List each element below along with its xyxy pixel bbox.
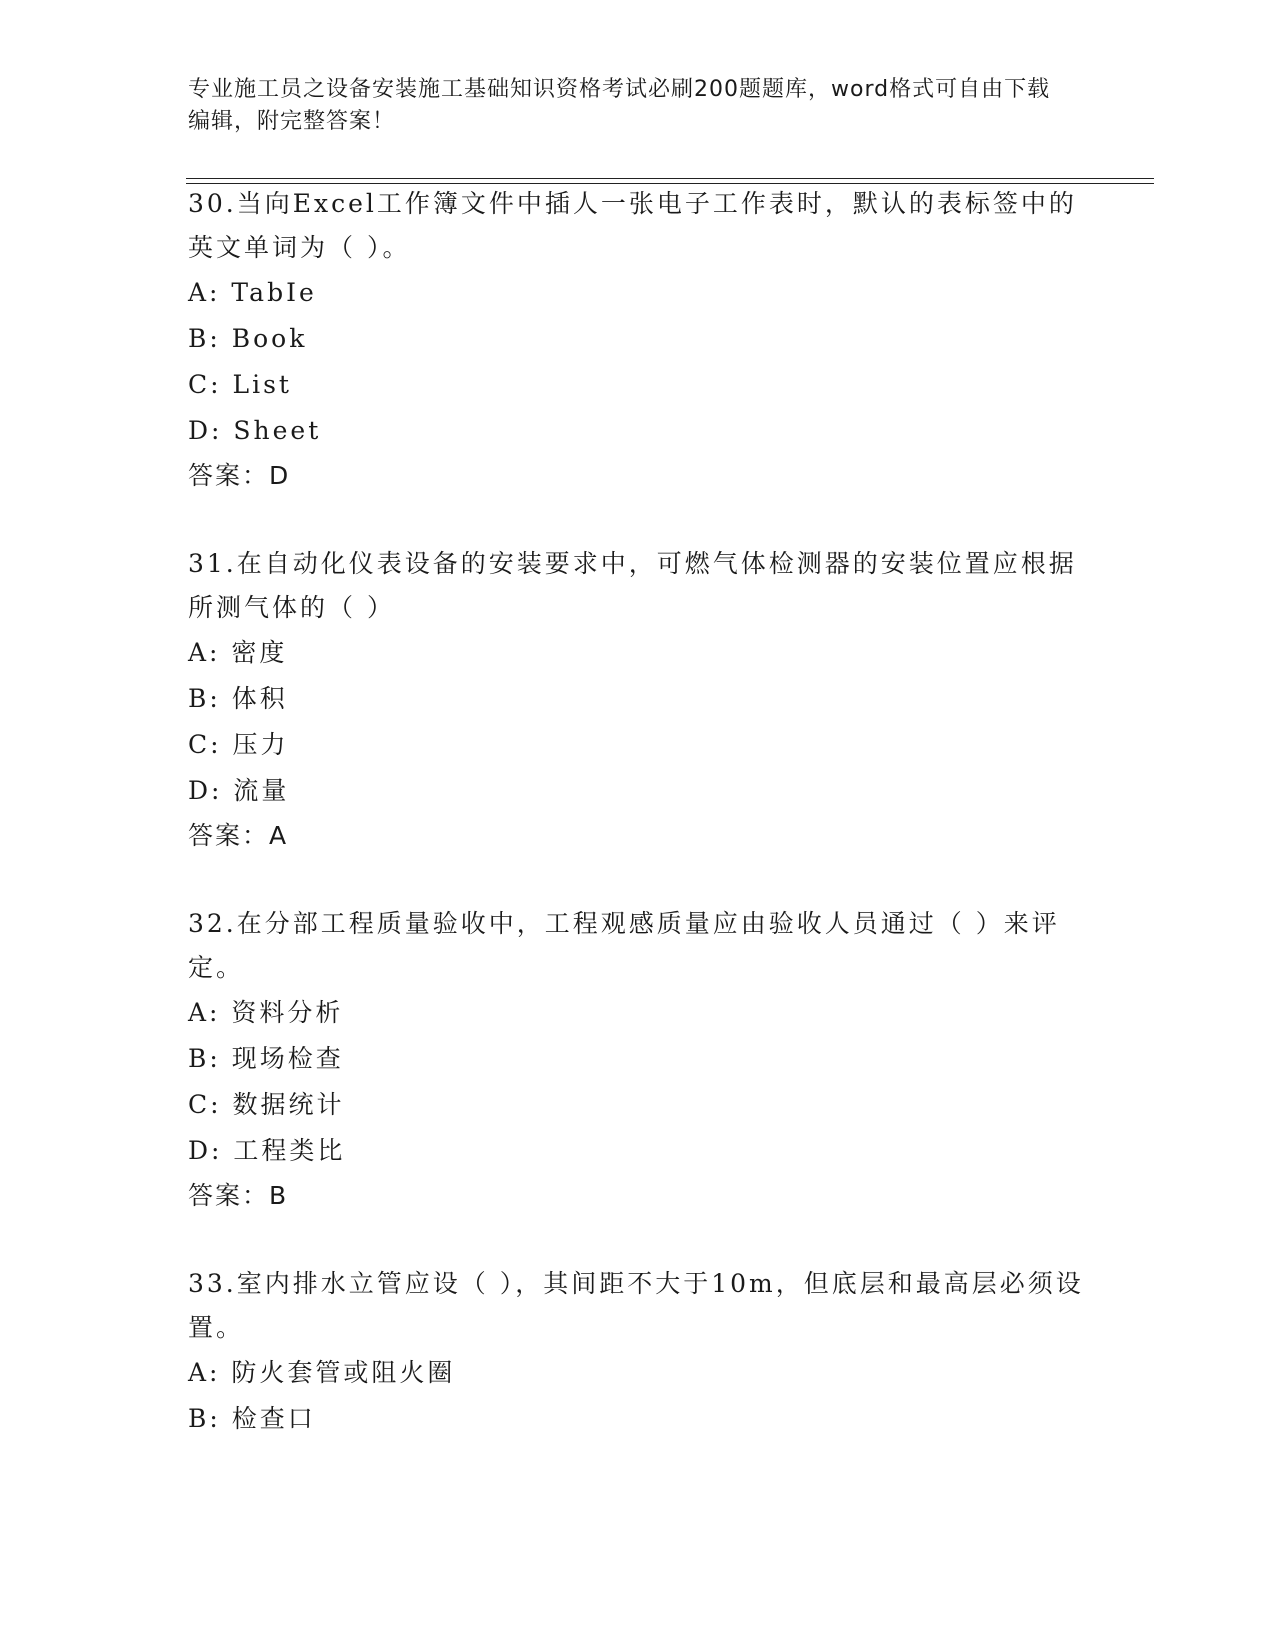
option-b: B: 体积 — [188, 684, 288, 713]
option-d: D: Sheet — [188, 416, 322, 445]
option-b: B: 现场检查 — [188, 1044, 344, 1073]
option-c: C: List — [188, 370, 292, 399]
answer-line — [188, 1174, 1088, 1218]
option-b: B: 检查口 — [188, 1404, 316, 1433]
answer-value: A — [269, 821, 289, 850]
question-text: 32.在分部工程质量验收中，工程观感质量应由验收人员通过（ ）来评定。 — [188, 909, 1060, 982]
answer-label: 答案： — [188, 461, 270, 490]
question-30 — [188, 182, 1088, 498]
question-33 — [188, 1262, 1088, 1442]
header-divider-top — [186, 178, 1154, 179]
option-b: B: Book — [188, 324, 308, 353]
option-a: A: 防火套管或阻火圈 — [188, 1358, 456, 1387]
question-32 — [188, 902, 1088, 1218]
question-text: 33.室内排水立管应设（ ），其间距不大于10m，但底层和最高层必须设置。 — [188, 1269, 1084, 1342]
answer-value: B — [269, 1181, 289, 1210]
question-text: 31.在自动化仪表设备的安装要求中，可燃气体检测器的安装位置应根据所测气体的（ ） — [188, 549, 1077, 622]
answer-line — [188, 454, 1088, 498]
option-c: C: 数据统计 — [188, 1090, 345, 1119]
option-c: C: 压力 — [188, 730, 289, 759]
option-d: D: 工程类比 — [188, 1136, 346, 1165]
option-a: A: 资料分析 — [188, 998, 344, 1027]
option-d: D: 流量 — [188, 776, 290, 805]
question-31 — [188, 542, 1088, 858]
document-header: 专业施工员之设备安装施工基础知识资格考试必刷200题题库，word格式可自由下载编辑，附完整答案！ — [188, 77, 1051, 134]
question-text: 30.当向Excel工作簿文件中插人一张电子工作表时，默认的表标签中的英文单词为（ ）。 — [188, 189, 1077, 262]
option-a: A: TabIe — [188, 278, 317, 307]
answer-line — [188, 814, 1088, 858]
answer-label: 答案： — [188, 1181, 270, 1210]
option-a: A: 密度 — [188, 638, 288, 667]
answer-value: D — [269, 461, 291, 490]
answer-label: 答案： — [188, 821, 270, 850]
